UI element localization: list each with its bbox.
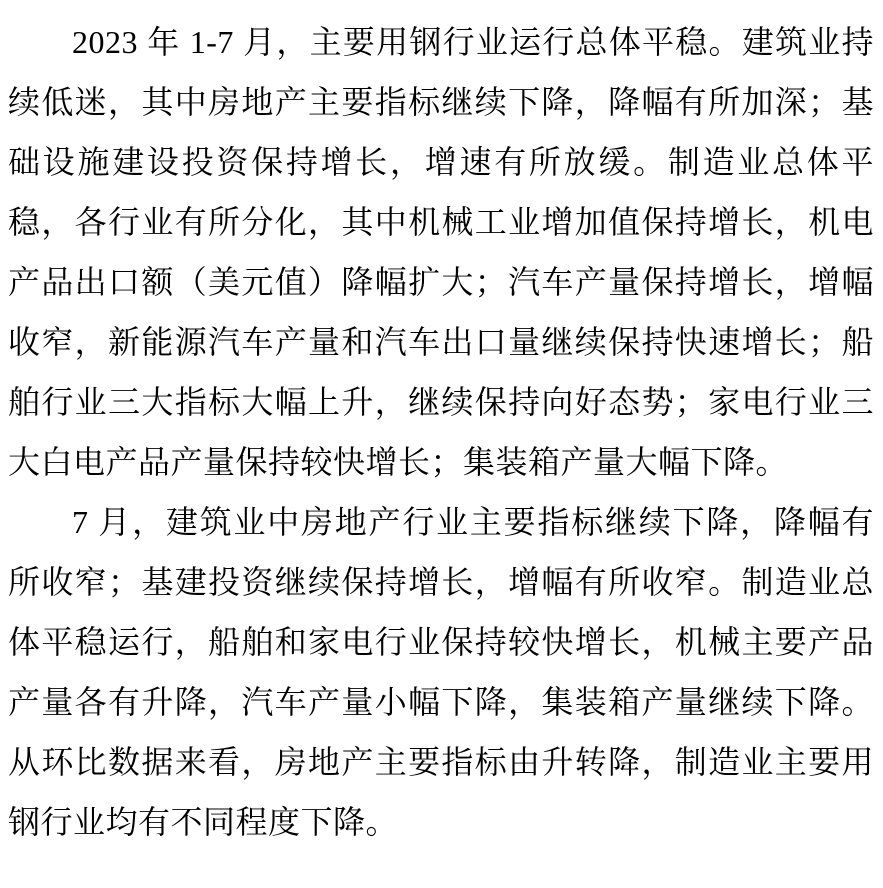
paragraph-jan-jul-overview: 2023 年 1-7 月，主要用钢行业运行总体平稳。建筑业持续低迷，其中房地产主要指标继续下降，降幅有所加深；基础设施建设投资保持增长，增速有所放缓。制造业总体平稳，各行业有所分化，其中机械工业增加值保持增长，机电产品出口额（美元值）降幅扩大；汽车产量保持增长，增幅收窄，新能源汽车产量和汽车出口量继续保持快速增长；船舶行业三大指标大幅上升，继续保持向好态势；家电行业三大白电产品产量保持较快增长；集装箱产量大幅下降。: [8, 24, 874, 480]
paragraph-july-summary: 7 月，建筑业中房地产行业主要指标继续下降，降幅有所收窄；基建投资继续保持增长，增幅有所收窄。制造业总体平稳运行，船舶和家电行业保持较快增长，机械主要产品产量各有升降，汽车产量小幅下降，集装箱产量继续下降。从环比数据来看，房地产主要指标由升转降，制造业主要用钢行业均有不同程度下降。: [8, 504, 874, 840]
